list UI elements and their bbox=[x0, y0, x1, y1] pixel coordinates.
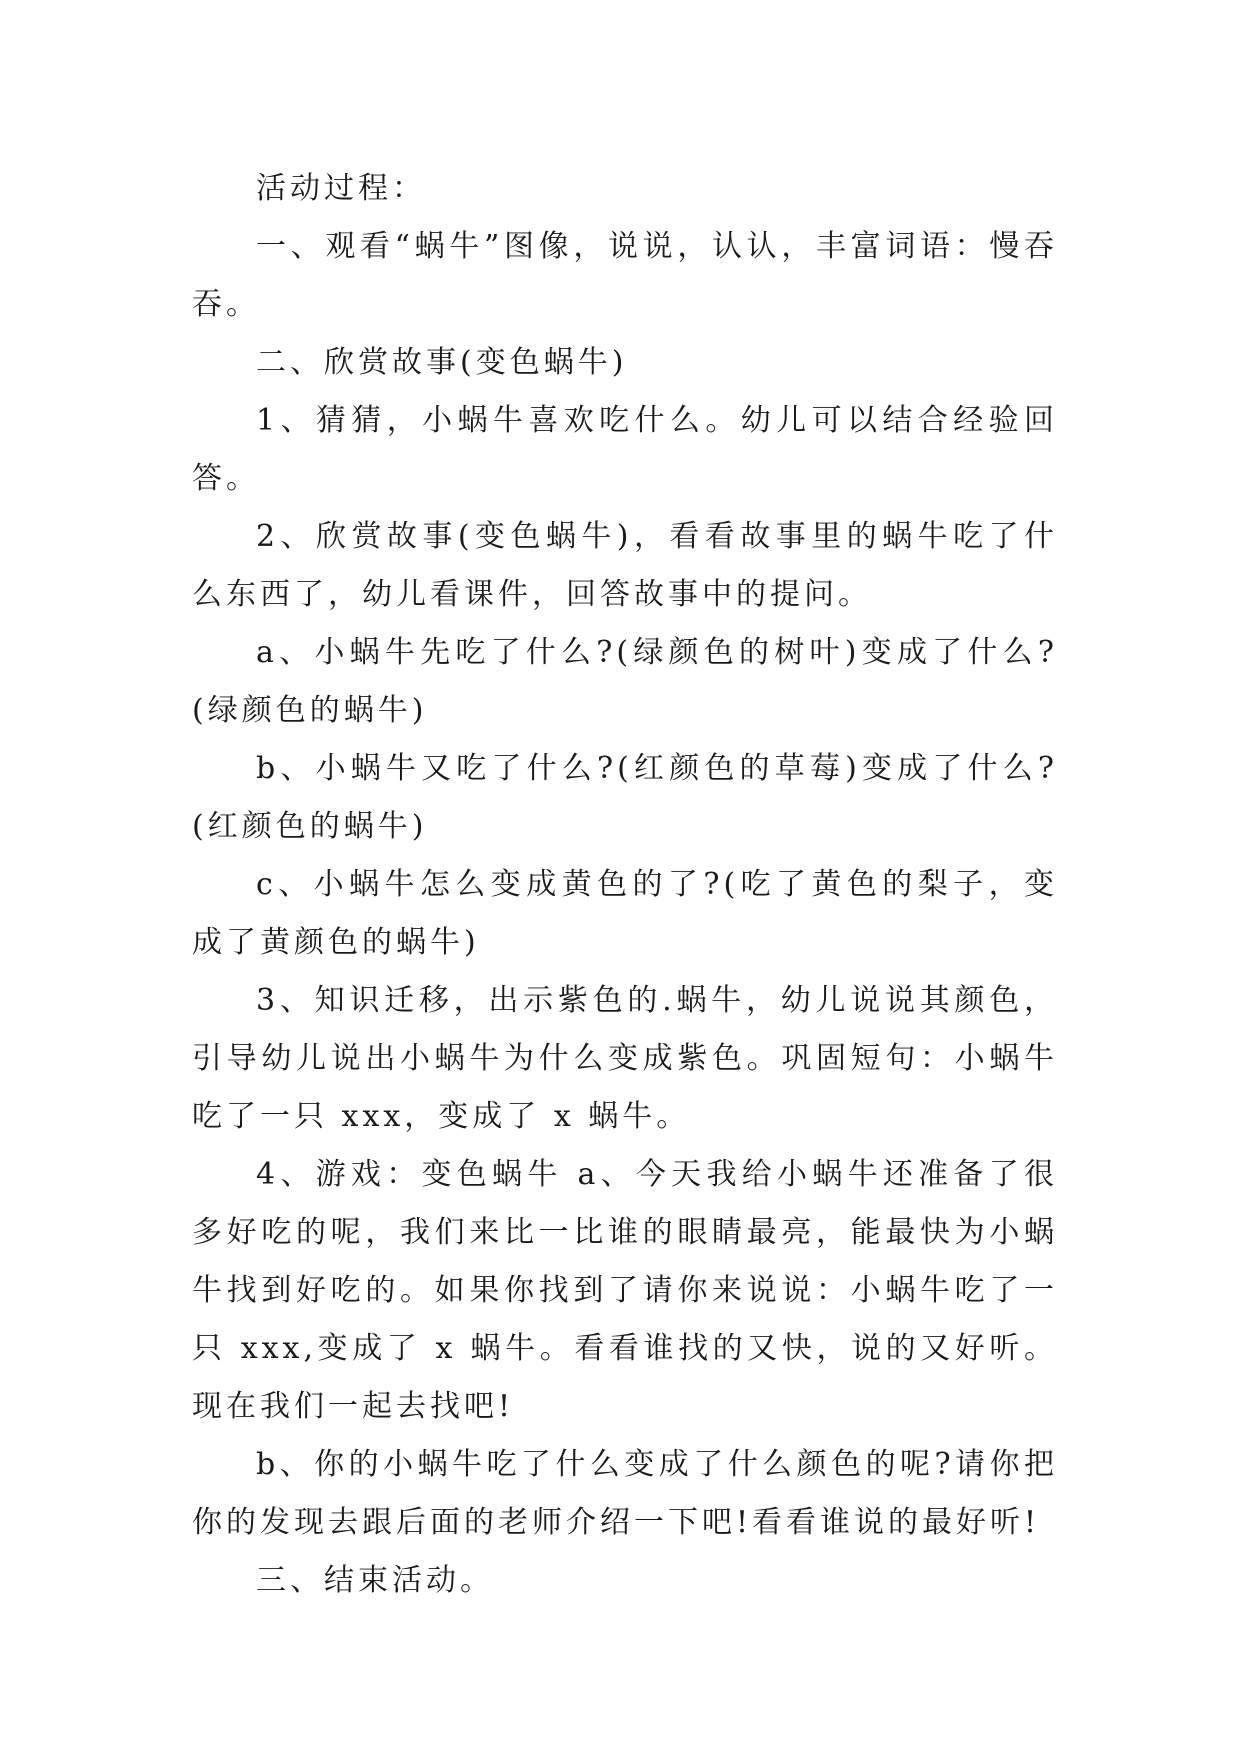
step-one-observe: 一、观看“蜗牛”图像，说说，认认，丰富词语：慢吞吞。 bbox=[192, 229, 1058, 322]
game-part-b: b、你的小蜗牛吃了什么变成了什么颜色的呢?请你把你的发现去跟后面的老师介绍一下吧!看看谁说的最好听! bbox=[192, 1447, 1058, 1540]
question-b: b、小蜗牛又吃了什么?(红颜色的草莓)变成了什么?(红颜色的蜗牛) bbox=[192, 751, 1058, 844]
substep-1-guess: 1、猜猜，小蜗牛喜欢吃什么。幼儿可以结合经验回答。 bbox=[192, 403, 1058, 496]
substep-3-transfer: 3、知识迁移，出示紫色的.蜗牛，幼儿说说其颜色，引导幼儿说出小蜗牛为什么变成紫色。巩固短句：小蜗牛吃了一只 xxx，变成了 x 蜗牛。 bbox=[192, 983, 1058, 1134]
section-heading-process: 活动过程： bbox=[256, 171, 426, 206]
step-three-end: 三、结束活动。 bbox=[256, 1563, 494, 1598]
substep-2-appreciate: 2、欣赏故事(变色蜗牛)，看看故事里的蜗牛吃了什么东西了，幼儿看课件，回答故事中的提问。 bbox=[192, 519, 1058, 612]
question-a: a、小蜗牛先吃了什么?(绿颜色的树叶)变成了什么?(绿颜色的蜗牛) bbox=[192, 635, 1058, 728]
question-c: c、小蜗牛怎么变成黄色的了?(吃了黄色的梨子，变成了黄颜色的蜗牛) bbox=[192, 867, 1058, 960]
substep-4-game: 4、游戏：变色蜗牛 a、今天我给小蜗牛还准备了很多好吃的呢，我们来比一比谁的眼睛最亮，能最快为小蜗牛找到好吃的。如果你找到了请你来说说：小蜗牛吃了一只 xxx,变成了 x 蜗牛。看看谁找的又快，说的又好听。现在我们一起去找吧! bbox=[192, 1157, 1058, 1424]
step-two-story: 二、欣赏故事(变色蜗牛) bbox=[256, 345, 628, 380]
document-body bbox=[192, 160, 1058, 1610]
